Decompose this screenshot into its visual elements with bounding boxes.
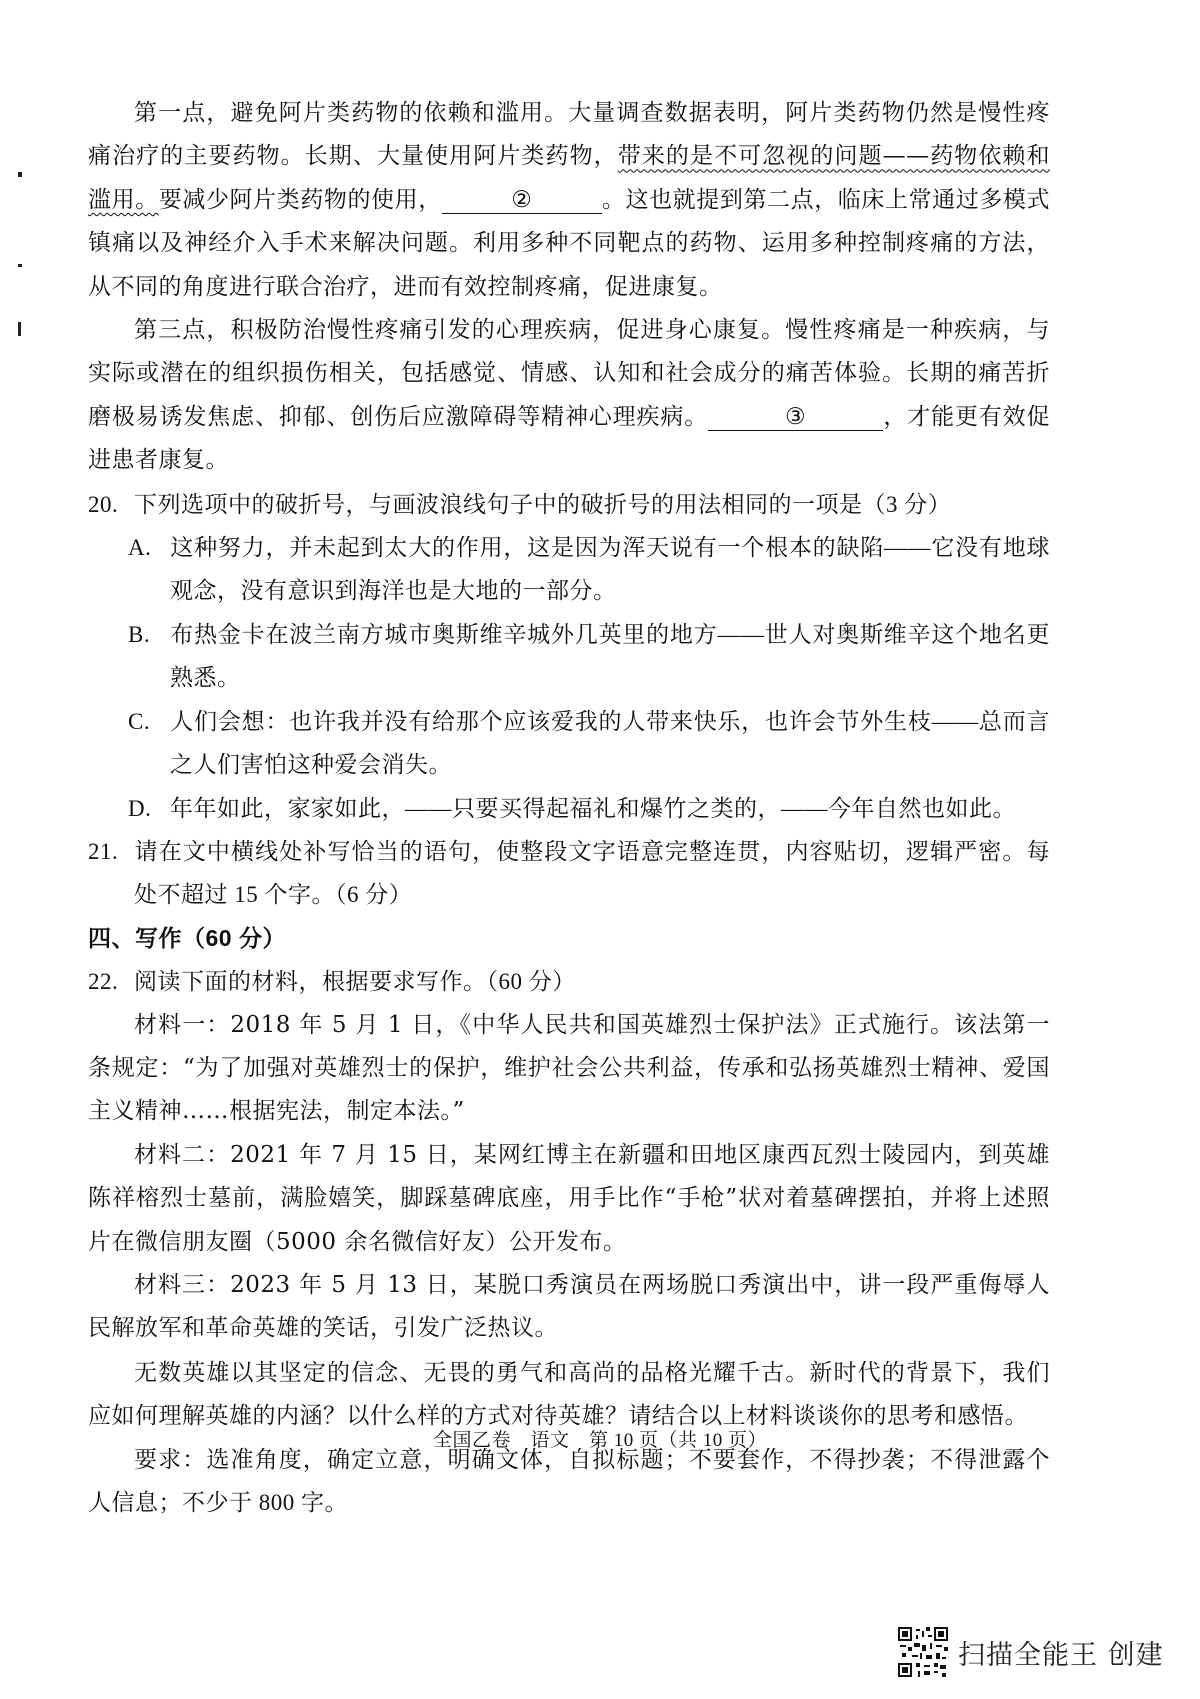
option-text: 年年如此，家家如此，——只要买得起福礼和爆竹之类的，——今年自然也如此。 — [170, 795, 1016, 821]
option-letter: A. — [128, 535, 152, 561]
passage-text: 要减少阿片类药物的使用， — [158, 186, 442, 213]
passage-paragraph-2 — [88, 309, 1050, 483]
option-letter: D. — [128, 795, 152, 821]
writing-requirements: 要求：选准角度，确定立意，明确文体，自拟标题；不要套作，不得抄袭；不得泄露个人信息；不少于 800 字。 — [88, 1446, 1050, 1515]
question-21 — [88, 830, 1050, 917]
option-letter: B. — [128, 621, 151, 647]
question-number: 20. — [88, 491, 119, 517]
passage-text: 第一点，避免阿片类药物的依赖和滥用。大量调查数据表明，阿片类药物仍然是慢性疼痛治疗的主要药物。长期、大量使用阿片类药物， — [88, 100, 1050, 170]
question-stem: 阅读下面的材料，根据要求写作。（60 分） — [134, 969, 576, 995]
passage-text: 第三点，积极防治慢性疼痛引发的心理疾病，促进身心康复。慢性疼痛是一种疾病，与实际或潜在的组织损伤相关，包括感觉、情感、认知和社会成分的痛苦体验。长期的痛苦折磨极易诱发焦虑、抑郁、创伤后应激障碍等精神心理疾病。 — [88, 317, 1050, 430]
scan-mark — [18, 322, 21, 336]
question-20 — [88, 483, 1050, 526]
page-footer: 全国乙卷 语文 第 10 页（共 10 页） — [432, 1430, 767, 1451]
scan-mark — [18, 172, 22, 177]
option-a — [88, 526, 1050, 613]
option-letter: C. — [128, 708, 151, 734]
material-3: 材料三：2023 年 5 月 13 日，某脱口秀演员在两场脱口秀演出中，讲一段严重侮辱人民解放军和革命英雄的笑话，引发广泛热议。 — [88, 1271, 1050, 1342]
scan-mark — [18, 264, 22, 267]
passage-text: 。这也就提到第二点，临床上常通过多模式镇痛以及神经介入手术来解决问题。利用多种不同靶点的药物、运用多种控制疼痛的方法，从不同的角度进行联合治疗，进而有效控制疼痛，促进康复。 — [88, 186, 1051, 300]
option-b — [88, 613, 1050, 700]
option-text: 布热金卡在波兰南方城市奥斯维辛城外几英里的地方——世人对奥斯维辛这个地名更熟悉。 — [170, 621, 1050, 691]
fill-blank-2: ② — [442, 187, 602, 214]
exam-content — [88, 92, 1050, 1524]
question-22 — [88, 960, 1050, 1003]
fill-blank-3: ③ — [708, 404, 883, 431]
option-c — [88, 700, 1050, 787]
writing-prompt: 无数英雄以其坚定的信念、无畏的勇气和高尚的品格光耀千古。新时代的背景下，我们应如何理解英雄的内涵？以什么样的方式对待英雄？请结合以上材料谈谈你的思考和感悟。 — [88, 1359, 1050, 1429]
passage-paragraph-1 — [88, 92, 1050, 309]
section-heading: 四、写作（60 分） — [88, 924, 286, 951]
material-1: 材料一：2018 年 5 月 1 日，《中华人民共和国英雄烈士保护法》正式施行。该法第一条规定：“为了加强对英雄烈士的保护，维护社会公共利益，传承和弘扬英雄烈士精神、爱国主义精神……根据宪法，制定本法。” — [88, 1011, 1050, 1125]
qr-code-icon — [898, 1627, 948, 1677]
material-2: 材料二：2021 年 7 月 15 日，某网红博主在新疆和田地区康西瓦烈士陵园内，到英雄陈祥榕烈士墓前，满脸嬉笑，脚踩墓碑底座，用手比作“手枪”状对着墓碑摆拍，并将上述照片在微信朋友圈（5000 余名微信好友）公开发布。 — [88, 1141, 1050, 1255]
scanner-watermark-text: 扫描全能王 创建 — [958, 1639, 1164, 1671]
passage-text: ，才能更有效促进患者康复。 — [88, 403, 1051, 474]
scanner-watermark — [898, 1627, 1164, 1677]
question-number: 21. — [88, 838, 119, 864]
option-text: 人们会想：也许我并没有给那个应该爱我的人带来快乐，也许会节外生枝——总而言之人们害怕这种爱会消失。 — [170, 708, 1050, 778]
option-d — [88, 787, 1050, 830]
wavy-underlined-sentence: 带来的是不可忽视的问题——药物依赖和滥用。 — [88, 143, 1051, 213]
question-number: 22. — [88, 969, 119, 995]
option-text: 这种努力，并未起到太大的作用，这是因为浑天说有一个根本的缺陷——它没有地球观念，没有意识到海洋也是大地的一部分。 — [170, 535, 1050, 604]
question-stem: 请在文中横线处补写恰当的语句，使整段文字语意完整连贯，内容贴切，逻辑严密。每处不超过 15 个字。（6 分） — [134, 838, 1050, 908]
question-stem: 下列选项中的破折号，与画波浪线句子中的破折号的用法相同的一项是（3 分） — [134, 491, 952, 517]
